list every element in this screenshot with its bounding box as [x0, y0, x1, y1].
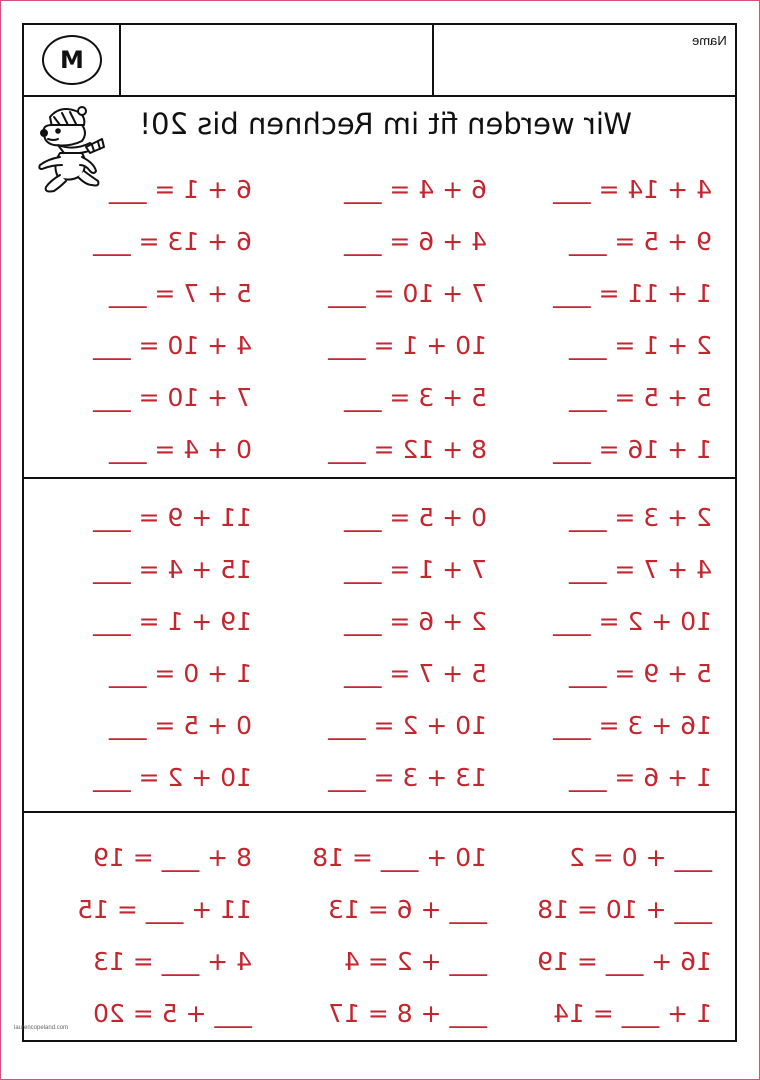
task-s2-r2-c1[interactable]: 4 + 7 = ___ [569, 554, 712, 584]
task-s3-r1-c3[interactable]: 8 + ___ = 19 [93, 842, 252, 872]
task-s1-r5-c3[interactable]: 7 + 10 = ___ [93, 382, 252, 412]
task-s2-r2-c3[interactable]: 15 + 4 = ___ [93, 554, 252, 584]
name-label: Name [692, 33, 727, 48]
task-s2-r5-c3[interactable]: 0 + 5 = ___ [109, 710, 252, 740]
task-s1-r3-c1[interactable]: 1 + 11 = ___ [553, 278, 712, 308]
task-s2-r3-c2[interactable]: 2 + 6 = ___ [344, 606, 487, 636]
task-s1-r1-c2[interactable]: 6 + 4 = ___ [344, 174, 487, 204]
task-s1-r2-c3[interactable]: 6 + 13 = ___ [93, 226, 252, 256]
task-s2-r4-c3[interactable]: 1 + 0 = ___ [109, 658, 252, 688]
task-s3-r3-c3[interactable]: 4 + ___ = 13 [93, 946, 252, 976]
task-s2-r1-c1[interactable]: 2 + 3 = ___ [569, 502, 712, 532]
task-s3-r2-c2[interactable]: ___ + 6 = 13 [328, 894, 487, 924]
header-row [24, 25, 735, 97]
task-s1-r5-c2[interactable]: 5 + 3 = ___ [344, 382, 487, 412]
task-s2-r6-c2[interactable]: 13 + 3 = ___ [328, 762, 487, 792]
task-s1-r6-c1[interactable]: 1 + 16 = ___ [553, 434, 712, 464]
task-s3-r4-c1[interactable]: 1 + ___ = 14 [553, 998, 712, 1028]
task-s2-r6-c1[interactable]: 1 + 6 = ___ [569, 762, 712, 792]
task-s1-r4-c1[interactable]: 2 + 1 = ___ [569, 330, 712, 360]
name-cell[interactable] [434, 25, 735, 95]
task-s2-r4-c2[interactable]: 5 + 7 = ___ [344, 658, 487, 688]
task-s2-r2-c2[interactable]: 7 + 1 = ___ [344, 554, 487, 584]
task-s2-r1-c2[interactable]: 0 + 5 = ___ [344, 502, 487, 532]
task-s1-r3-c2[interactable]: 7 + 10 = ___ [328, 278, 487, 308]
task-s1-r1-c1[interactable]: 4 + 14 = ___ [553, 174, 712, 204]
task-s1-r5-c1[interactable]: 5 + 5 = ___ [569, 382, 712, 412]
badge-cell [24, 25, 121, 95]
task-s2-r3-c3[interactable]: 19 + 1 = ___ [93, 606, 252, 636]
task-s3-r3-c2[interactable]: ___ + 2 = 4 [344, 946, 487, 976]
task-s3-r4-c3[interactable]: ___ + 5 = 20 [93, 998, 252, 1028]
blank-cell [121, 25, 434, 95]
task-s1-r4-c3[interactable]: 4 + 10 = ___ [93, 330, 252, 360]
task-s3-r3-c1[interactable]: 16 + ___ = 19 [537, 946, 712, 976]
task-s2-r5-c1[interactable]: 16 + 3 = ___ [553, 710, 712, 740]
task-s3-r2-c1[interactable]: ___ + 10 = 18 [537, 894, 712, 924]
level-badge: M [42, 35, 102, 85]
task-s2-r5-c2[interactable]: 10 + 2 = ___ [328, 710, 487, 740]
task-s2-r3-c1[interactable]: 10 + 2 = ___ [553, 606, 712, 636]
watermark-text: laurencopeland.com [14, 1025, 69, 1031]
task-s1-r6-c3[interactable]: 0 + 4 = ___ [109, 434, 252, 464]
task-s3-r1-c1[interactable]: ___ + 0 = 2 [569, 842, 712, 872]
task-s2-r4-c1[interactable]: 5 + 9 = ___ [569, 658, 712, 688]
task-s2-r6-c3[interactable]: 10 + 2 = ___ [93, 762, 252, 792]
task-s1-r2-c2[interactable]: 4 + 6 = ___ [344, 226, 487, 256]
task-s1-r6-c2[interactable]: 8 + 12 = ___ [328, 434, 487, 464]
task-s1-r1-c3[interactable]: 6 + 1 = ___ [109, 174, 252, 204]
task-s1-r4-c2[interactable]: 10 + 1 = ___ [328, 330, 487, 360]
worksheet-title: Wir werden fit im Rechnen bis 20! [139, 107, 632, 141]
task-s1-r3-c3[interactable]: 5 + 7 = ___ [109, 278, 252, 308]
task-s3-r4-c2[interactable]: ___ + 8 = 17 [328, 998, 487, 1028]
task-s3-r1-c2[interactable]: 10 + ___ = 18 [312, 842, 487, 872]
task-s1-r2-c1[interactable]: 9 + 5 = ___ [569, 226, 712, 256]
title-area [24, 97, 735, 167]
task-s3-r2-c3[interactable]: 11 + ___ = 15 [77, 894, 252, 924]
worksheet [14, 23, 737, 1042]
task-s2-r1-c3[interactable]: 11 + 9 = ___ [93, 502, 252, 532]
